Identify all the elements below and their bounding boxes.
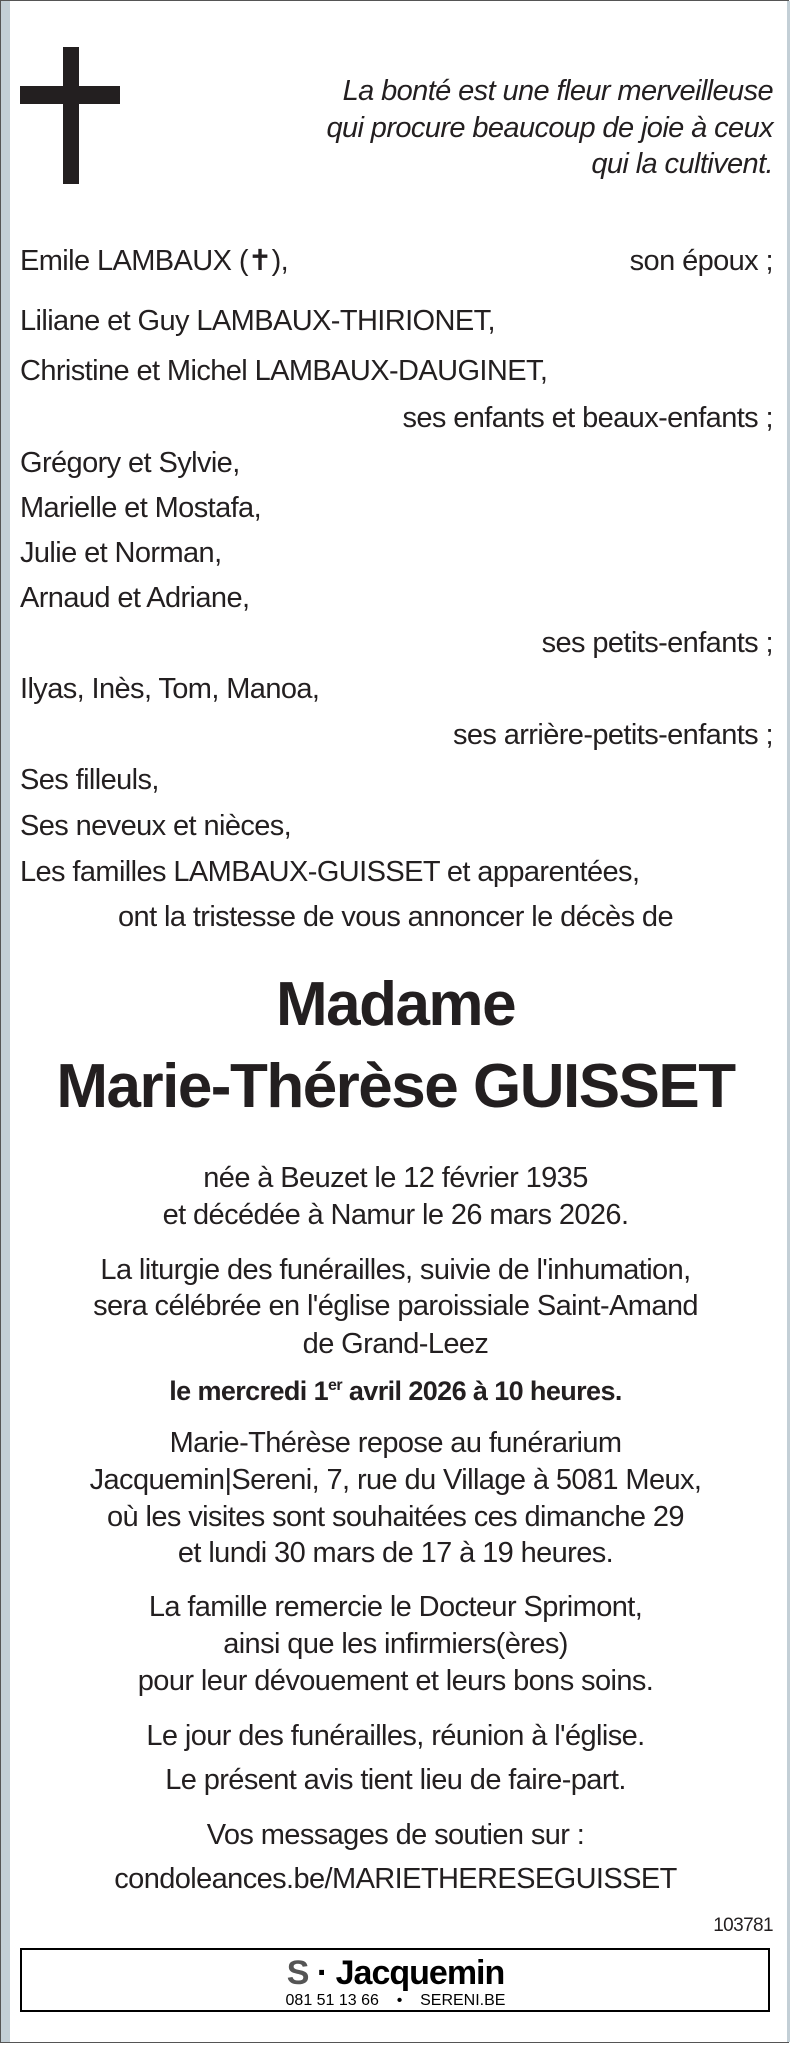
thanks-line: pour leur dévouement et leurs bons soins. <box>137 1665 654 1697</box>
quote-line: qui procure beaucoup de joie à ceux <box>326 112 773 144</box>
other-relatives: Ses neveux et nièces, <box>20 810 292 842</box>
messages-label: Vos messages de soutien sur : <box>206 1819 585 1851</box>
grandchild-line: Arnaud et Adriane, <box>20 582 250 614</box>
other-relatives: Les familles LAMBAUX-GUISSET et apparentées, <box>20 856 640 888</box>
spouse-name: Emile LAMBAUX (✝), <box>20 245 289 277</box>
website[interactable]: SERENI.BE <box>420 1992 506 2009</box>
quote-line: qui la cultivent. <box>591 148 773 180</box>
logo-mark-icon: S <box>286 1954 309 1992</box>
other-relatives: Ses filleuls, <box>20 764 159 796</box>
meeting-info: Le jour des funérailles, réunion à l'église. <box>146 1720 645 1752</box>
grandchild-line: Grégory et Sylvie, <box>20 447 240 479</box>
great-grandchildren: Ilyas, Inès, Tom, Manoa, <box>20 673 320 705</box>
deceased-title: Madame <box>275 970 516 1039</box>
grandchild-line: Marielle et Mostafa, <box>20 492 262 524</box>
funeral-home-name: · Jacquemin <box>316 1954 505 1992</box>
visitation-line: et lundi 30 mars de 17 à 19 heures. <box>177 1537 614 1569</box>
phone: 081 51 13 66 <box>285 1992 379 2009</box>
announcement: ont la tristesse de vous annoncer le décès de <box>118 901 673 933</box>
child-line: Christine et Michel LAMBAUX-DAUGINET, <box>20 355 548 387</box>
quote-line: La bonté est une fleur merveilleuse <box>342 75 773 107</box>
great-grandchildren-role: ses arrière-petits-enfants ; <box>452 719 773 751</box>
funeral-date: le mercredi 1er avril 2026 à 10 heures. <box>169 1376 622 1406</box>
reference-number: 103781 <box>713 1915 773 1936</box>
child-line: Liliane et Guy LAMBAUX-THIRIONET, <box>20 305 495 337</box>
funeral-home-contact <box>0 1990 791 2012</box>
visitation-line: où les visites sont souhaitées ces dimanche 29 <box>107 1501 684 1533</box>
death-info: et décédée à Namur le 26 mars 2026. <box>162 1199 629 1231</box>
liturgy-line: sera célébrée en l'église paroissiale Saint-Amand <box>93 1290 698 1322</box>
birth-info: née à Beuzet le 12 février 1935 <box>203 1162 588 1194</box>
grandchild-line: Julie et Norman, <box>20 537 222 569</box>
deceased-name: Marie-Thérèse GUISSET <box>56 1052 735 1121</box>
separator: • <box>396 1992 403 2009</box>
thanks-line: ainsi que les infirmiers(ères) <box>223 1628 568 1660</box>
visitation-line: Marie-Thérèse repose au funérarium <box>169 1427 622 1459</box>
thanks-line: La famille remercie le Docteur Sprimont, <box>148 1591 643 1623</box>
grandchildren-role: ses petits-enfants ; <box>541 627 773 659</box>
funeral-home-logo <box>0 1953 791 1993</box>
liturgy-line: de Grand-Leez <box>302 1328 489 1360</box>
visitation-line: Jacquemin|Sereni, 7, rue du Village à 5081 Meux, <box>89 1464 702 1496</box>
notice-info: Le présent avis tient lieu de faire-part. <box>165 1764 626 1796</box>
spouse-role: son époux ; <box>629 245 773 277</box>
liturgy-line: La liturgie des funérailles, suivie de l'inhumation, <box>100 1254 691 1286</box>
condolences-link[interactable]: condoleances.be/MARIETHERESEGUISSET <box>114 1863 677 1895</box>
children-role: ses enfants et beaux-enfants ; <box>402 402 773 434</box>
